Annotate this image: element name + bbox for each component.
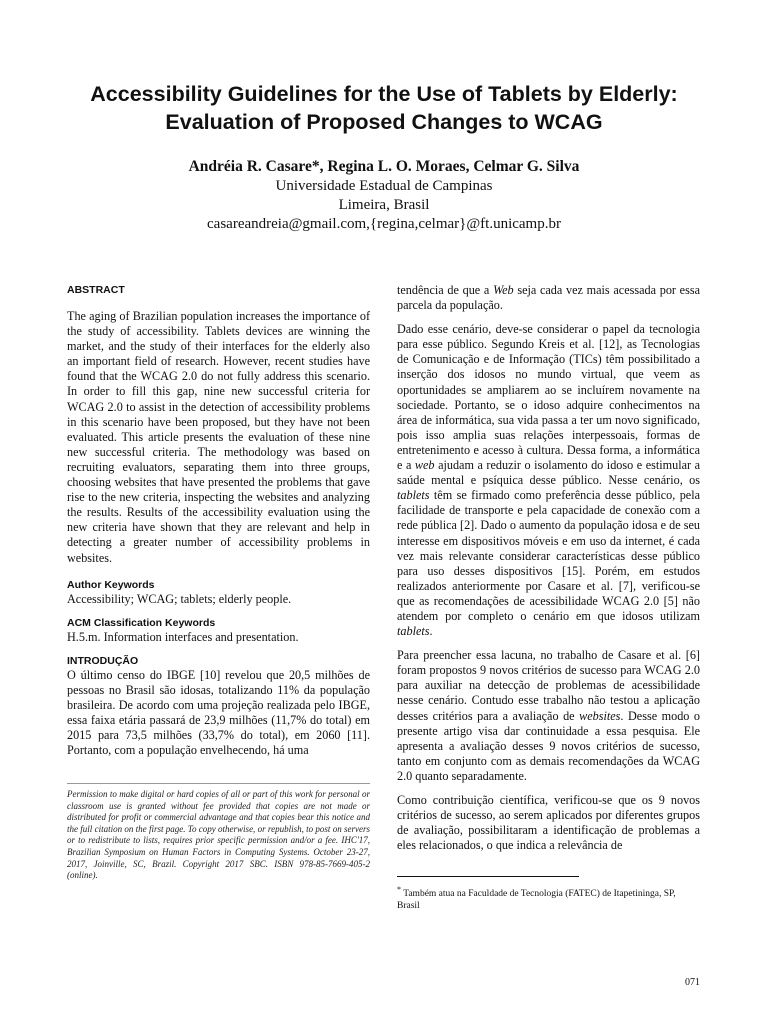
acm-keywords-heading: ACM Classification Keywords [67,616,216,629]
right-paragraph-2: Dado esse cenário, deve-se considerar o papel da tecnologia para esse público. Segundo Kreis et al. [12], as Tecnologias de Comunicação e de Informação (TICs) têm possibilitado a inserção dos idosos no mundo virtual, que veem as oportunidades se ampliarem ao se incluírem novamente na sociedade. Portanto, se o idoso adquire conhecimentos na área de informática, sua vida passa a ter um novo significado, pois isso amplia suas relações interpessoais, formas de entretenimento e acesso à cultura. Dessa forma, a informática e a web ajudam a reduzir o isolamento do idoso e estimular a saúde mental e psíquica desse público. Nesse cenário, os tablets têm se firmado como preferência desse público, pela facilidade de transporte e pela capacidade de conexão com a rede pública [2]. Dado o aumento da população idosa e de seu interesse em dispositivos móveis e em uso da internet, é cada vez mais relevante considerar características desse público para uso desses dispositivos [15]. Porém, em estudos realizados anteriormente por Casare et al. [7], verificou-se que as recomendações de acessibilidade WCAG 2.0 [5] não atendem por completo o cenário em que idosos utilizam tablets. [397,322,700,639]
title-line-1: Accessibility Guidelines for the Use of Tablets by Elderly: [90,82,678,106]
author-keywords-heading: Author Keywords [67,578,155,591]
page-number: 071 [685,977,700,988]
author-block [40,157,728,234]
paper-title [40,80,728,136]
permission-notice: Permission to make digital or hard copies of all or part of this work for personal or classroom use is granted without fee provided that copies are not made or distributed for profit or commercial advantage and that copies bear this notice and the full citation on the first page. To copy otherwise, or republish, to post on servers or to redistribute to lists, requires prior specific permission and/or a fee. IHC'17, Brazilian Symposium on Human Factors in Computing Systems. October 23-27, 2017, Joinville, SC, Brazil. Copyright 2017 SBC. ISBN 978-85-7669-405-2 (online). [67,783,370,882]
left-column [67,283,370,758]
author-keywords-text: Accessibility; WCAG; tablets; elderly people. [67,591,292,606]
right-paragraph-4: Como contribuição científica, verificou-se que os 9 novos critérios de sucesso, ao serem aplicados por diferentes grupos de avaliação, possibilitaram a identificação de problemas a eles relacionados, o que indica a relevância de [397,793,700,853]
author-names: Andréia R. Casare*, Regina L. O. Moraes, Celmar G. Silva [188,158,580,175]
introducao-heading: INTRODUÇÃO [67,654,139,667]
author-emails: casareandreia@gmail.com,{regina,celmar}@ft.unicamp.br [207,216,561,232]
right-column [397,283,700,853]
abstract-heading: ABSTRACT [67,284,125,296]
footnote-text: Também atua na Faculdade de Tecnologia (FATEC) de Itapetininga, SP, Brasil [397,889,676,912]
title-line-2: Evaluation of Proposed Changes to WCAG [165,110,603,134]
right-paragraph-1: tendência de que a Web seja cada vez mais acessada por essa parcela da população. [397,283,700,313]
footnote [397,884,700,912]
author-affiliation: Universidade Estadual de Campinas [275,178,493,194]
introducao-text: O último censo do IBGE [10] revelou que 20,5 milhões de pessoas no Brasil são idosas, totalizando 11% da população brasileira. De acordo com uma projeção realizada pelo IBGE, essa faixa etária passará de 23,9 milhões (11,7% do total) em 2015 para 73,5 milhões (33,7% do total), em 2060 [11]. Portanto, com a população envelhecendo, há uma [67,667,370,758]
acm-keywords-text: H.5.m. Information interfaces and presentation. [67,629,299,644]
abstract-text: The aging of Brazilian population increases the importance of the study of accessibility. Tablets devices are winning the market, and the study of their interfaces for the elderly also an important field of research. However, recent studies have found that the WCAG 2.0 do not fully address this scenario. In order to fill this gap, nine new successful criteria for WCAG 2.0 to assist in the detection of accessibility problems in this scenario have been proposed, but they have not been evaluated. This article presents the evaluation of these nine new successful criteria. The methodology was based on recruiting evaluators, separating them into three groups, choosing websites that have presented the problems that gave rise to the new criteria, inspecting the websites and analyzing the results. Results of the accessibility evaluation using the new criteria have shown that they are relevant and help in detecting a greater number of accessibility problems in websites. [67,309,370,565]
right-paragraph-3: Para preencher essa lacuna, no trabalho de Casare et al. [6] foram propostos 9 novos critérios de sucesso para WCAG 2.0 para auxiliar na detecção de problemas de acessibilidade nesse cenário. Contudo esse trabalho não testou a aplicação desses critérios para a avaliação de websites. Desse modo o presente artigo visa dar continuidade a essa pesquisa. Ele apresenta a avaliação desses 9 novos critérios de sucesso, tanto em conjunto com as demais recomendações da WCAG 2.0 quanto separadamente. [397,648,700,783]
author-location: Limeira, Brasil [338,197,430,213]
footnote-marker: * [397,885,401,894]
footnote-divider [397,876,579,877]
